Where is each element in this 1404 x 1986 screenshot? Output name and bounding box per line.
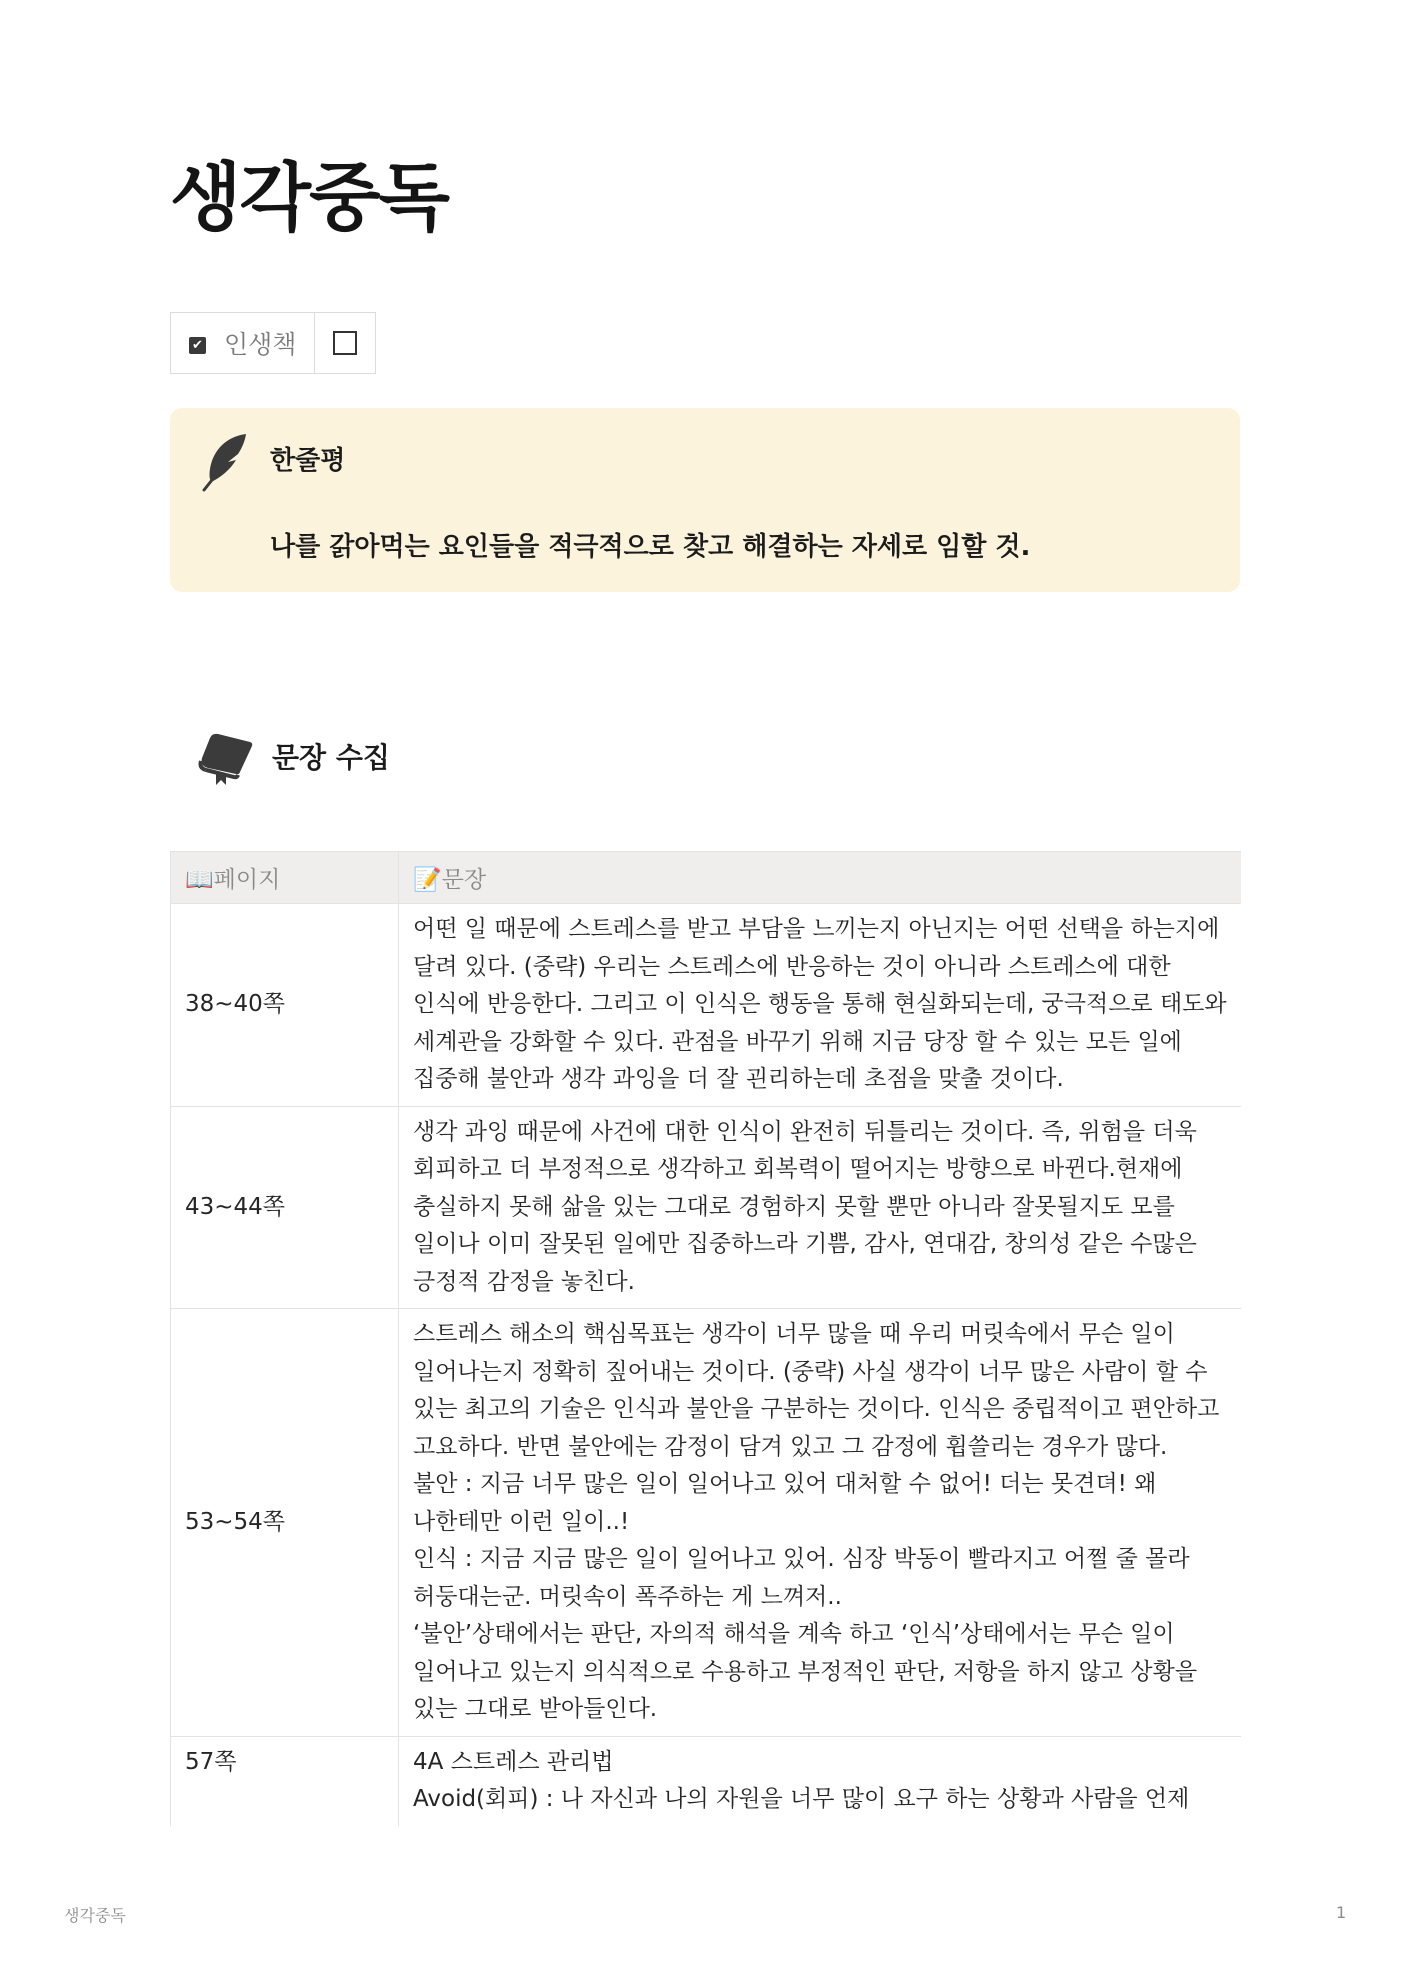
footer-page-number: 1 bbox=[1336, 1903, 1347, 1922]
sentence-cell[interactable]: 스트레스 해소의 핵심목표는 생각이 너무 많을 때 우리 머릿속에서 무슨 일이 일어나는지 정확히 짚어내는 것이다. (중략) 사실 생각이 너무 많은 사람이 할 수 있는 최고의 기술은 인식과 불안을 구분하는 것이다. 인식은 중립적이고 편안하고 고요하다. 반면 불안에는 감정이 담겨 있고 그 감정에 휩쓸리는 경우가 많다. 불안 : 지금 너무 많은 일이 일어나고 있어 대처할 수 없어! 더는 못견뎌! 왜 나한테만 이런 일이..! 인식 : 지금 지금 많은 일이 일어나고 있어. 심장 박동이 빨라지고 어쩔 줄 몰라 허둥대는군. 머릿속이 폭주하는 게 느껴저.. ‘불안’상태에서는 판단, 자의적 해석을 계속 하고 ‘인식’상태에서는 무슨 일이 일어나고 있는지 의식적으로 수용하고 부정적인 판단, 저항을 하지 않고 상황을 있는 그대로 받아들인다. bbox=[399, 1309, 1242, 1737]
checkbox-empty-icon[interactable] bbox=[333, 331, 357, 355]
checkbox-checked-icon[interactable]: ✔ bbox=[189, 337, 206, 354]
column-header-sentence[interactable]: 📝문장 bbox=[399, 852, 1242, 904]
tag-list bbox=[170, 312, 376, 374]
sentence-cell[interactable]: 생각 과잉 때문에 사건에 대한 인식이 완전히 뒤틀리는 것이다. 즉, 위험을 더욱 회피하고 더 부정적으로 생각하고 회복력이 떨어지는 방향으로 바뀐다.현재에 충실하지 못해 삶을 있는 그대로 경험하지 못할 뿐만 아니라 잘못될지도 모를 일이나 이미 잘못된 일에만 집중하느라 기쁨, 감사, 연대감, 창의성 같은 수많은 긍정적 감정을 놓친다. bbox=[399, 1106, 1242, 1309]
column-header-page[interactable]: 📖페이지 bbox=[171, 852, 399, 904]
sentence-cell[interactable]: 어떤 일 때문에 스트레스를 받고 부담을 느끼는지 아닌지는 어떤 선택을 하는지에 달려 있다. (중략) 우리는 스트레스에 반응하는 것이 아니라 스트레스에 대한 인식에 반응한다. 그리고 이 인식은 행동을 통해 현실화되는데, 궁극적으로 태도와 세계관을 강화할 수 있다. 관점을 바꾸기 위해 지금 당장 할 수 있는 모든 일에 집중해 불안과 생각 과잉을 더 잘 괸리하는데 초점을 맞출 것이다. bbox=[399, 904, 1242, 1107]
tag-life-book[interactable] bbox=[171, 313, 314, 373]
page-title: 생각중독 bbox=[170, 155, 448, 241]
callout-box bbox=[170, 408, 1240, 592]
page-cell[interactable]: 43~44쪽 bbox=[171, 1106, 399, 1309]
table-row bbox=[171, 904, 1242, 1107]
sentence-table bbox=[170, 851, 1241, 1826]
section-title: 문장 수집 bbox=[272, 741, 390, 774]
table-row bbox=[171, 1736, 1242, 1826]
book-icon bbox=[196, 730, 254, 786]
sentence-table-container[interactable] bbox=[170, 851, 1241, 1826]
sentence-cell[interactable]: 4A 스트레스 관리법 Avoid(회피) : 나 자신과 나의 자원을 너무 많이 요구 하는 상황과 사람을 언제 bbox=[399, 1736, 1242, 1826]
page-cell[interactable]: 57쪽 bbox=[171, 1736, 399, 1826]
table-row bbox=[171, 1309, 1242, 1737]
table-header-row bbox=[171, 852, 1242, 904]
feather-icon bbox=[200, 432, 250, 492]
footer-document-title: 생각중독 bbox=[64, 1906, 126, 1925]
callout-body: 나를 갉아먹는 요인들을 적극적으로 찾고 해결하는 자세로 임할 것. bbox=[270, 532, 1031, 562]
table-row bbox=[171, 1106, 1242, 1309]
tag-label: 인생책 bbox=[224, 330, 297, 359]
tag-empty[interactable] bbox=[314, 313, 375, 373]
callout-title: 한줄평 bbox=[270, 446, 346, 476]
page-cell[interactable]: 38~40쪽 bbox=[171, 904, 399, 1107]
page-cell[interactable]: 53~54쪽 bbox=[171, 1309, 399, 1737]
